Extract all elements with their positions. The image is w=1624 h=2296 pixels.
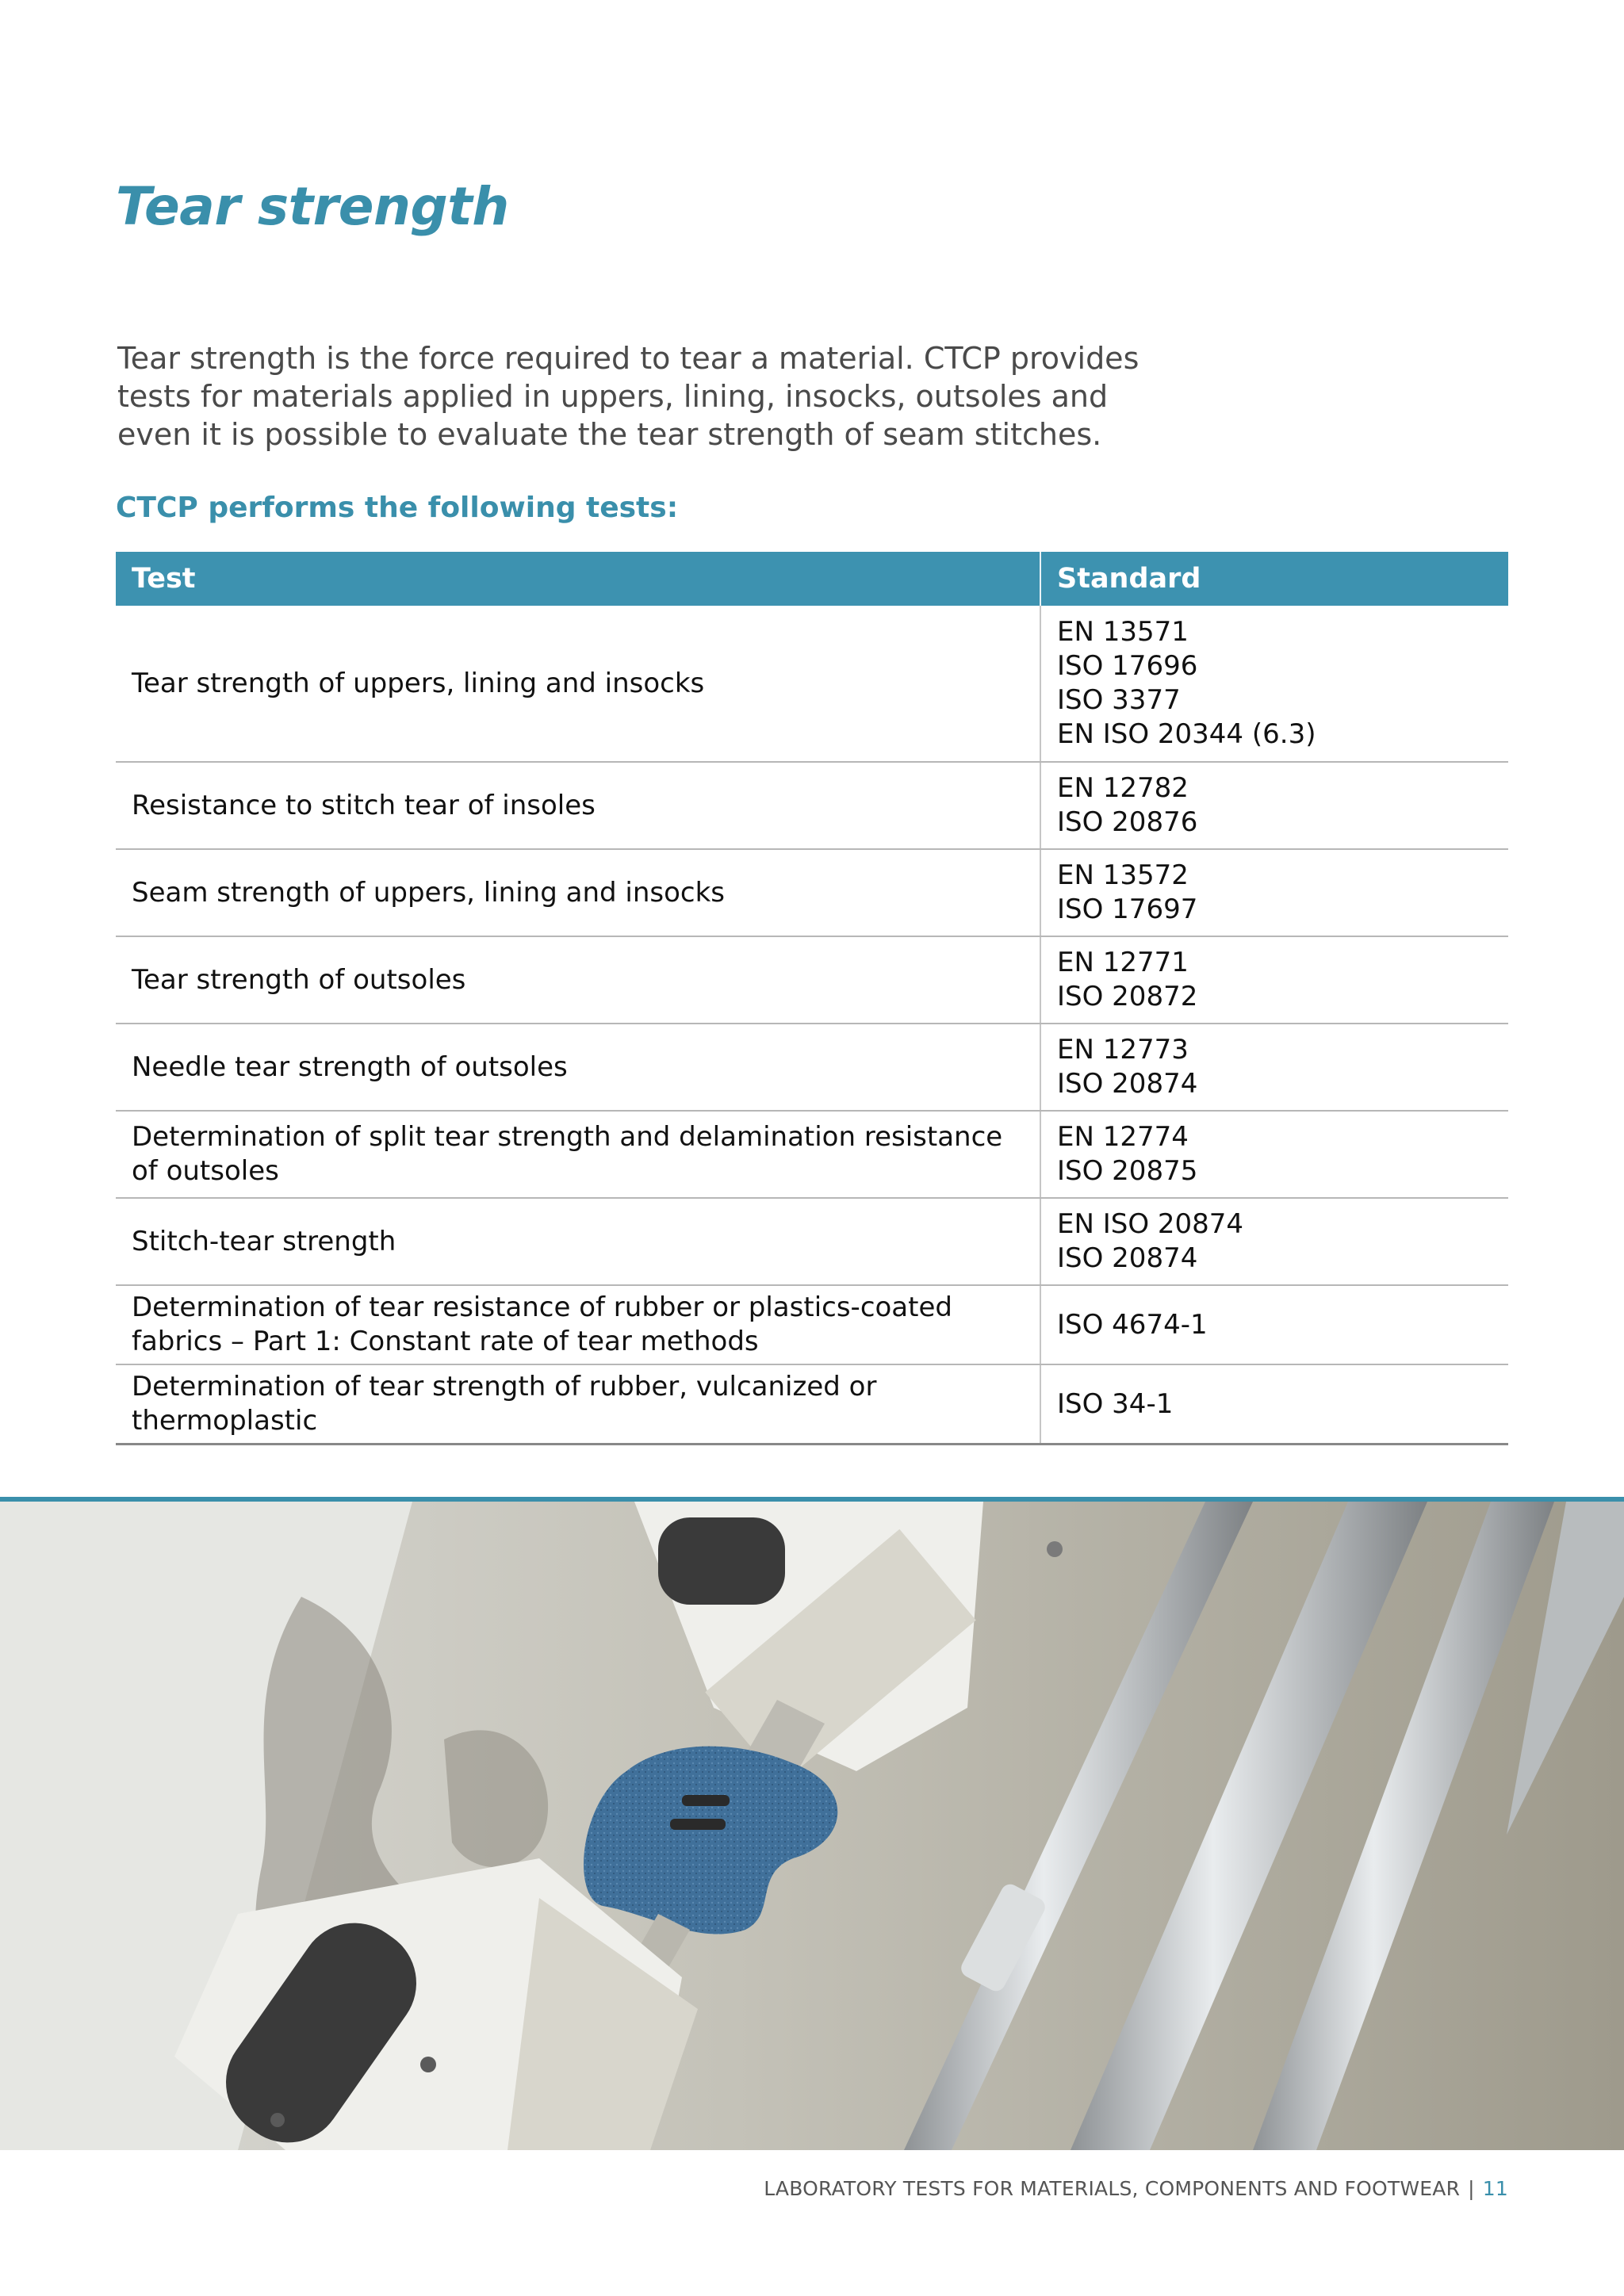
table-row [116,1111,1508,1198]
standard-code: ISO 3377 [1057,684,1181,716]
standard-cell [1040,1111,1508,1198]
standard-code: ISO 20874 [1057,1242,1198,1274]
standard-cell [1040,936,1508,1024]
standard-code: EN ISO 20344 (6.3) [1057,718,1316,750]
standard-code: ISO 20872 [1057,981,1198,1012]
table-row [116,1024,1508,1111]
standard-cell [1040,762,1508,849]
tests-subheading: CTCP performs the following tests: [116,492,679,524]
standard-code: ISO 20876 [1057,806,1198,838]
standard-cell [1040,849,1508,936]
standard-cell [1040,1198,1508,1285]
standard-code: EN 12773 [1057,1034,1189,1066]
table-row [116,936,1508,1024]
column-header-test: Test [116,552,1040,606]
column-header-standard: Standard [1040,552,1508,606]
standard-cell [1040,1285,1508,1364]
table-row [116,1198,1508,1285]
standard-code: ISO 20874 [1057,1068,1198,1100]
tear-test-machine-image [0,1502,1624,2150]
standard-code: EN 12774 [1057,1121,1189,1153]
test-name-cell: Stitch-tear strength [116,1198,1040,1285]
standard-code: EN 13571 [1057,616,1189,648]
page-number: 11 [1482,2177,1508,2200]
standard-code: ISO 17696 [1057,650,1198,682]
standard-code: ISO 17697 [1057,894,1198,925]
standard-code: ISO 20875 [1057,1155,1198,1187]
standard-code: ISO 34-1 [1057,1387,1174,1420]
tests-table [116,552,1508,1445]
standard-cell [1040,1364,1508,1445]
standard-cell [1040,606,1508,762]
standard-code: EN 12782 [1057,772,1189,804]
standard-cell [1040,1024,1508,1111]
intro-paragraph: Tear strength is the force required to tear a material. CTCP provides tests for materials applied in uppers, lining, insocks, outsoles and even it is possible to evaluate the tear strength of seam stitches. [117,341,1139,452]
table-row [116,1285,1508,1364]
test-name-cell: Determination of tear strength of rubber, vulcanized or thermoplastic [116,1364,1040,1445]
test-name-cell: Needle tear strength of outsoles [116,1024,1040,1111]
standard-code: EN 12771 [1057,947,1189,978]
standard-code: ISO 4674-1 [1057,1308,1208,1341]
page-title: Tear strength [116,176,509,237]
footer-separator: | [1468,2177,1475,2200]
test-name-cell: Determination of split tear strength and delamination resistance of outsoles [116,1111,1040,1198]
table-row [116,606,1508,762]
test-name-cell: Seam strength of uppers, lining and insocks [116,849,1040,936]
standard-code: EN 13572 [1057,859,1189,891]
test-name-cell: Resistance to stitch tear of insoles [116,762,1040,849]
test-name-cell: Tear strength of outsoles [116,936,1040,1024]
table-body [116,606,1508,1445]
table-header-row [116,552,1508,606]
footer-title: LABORATORY TESTS FOR MATERIALS, COMPONENTS AND FOOTWEAR [764,2177,1461,2200]
test-name-cell: Tear strength of uppers, lining and insocks [116,606,1040,762]
page-footer [764,2177,1508,2200]
test-name-cell: Determination of tear resistance of rubber or plastics-coated fabrics – Part 1: Constant rate of tear methods [116,1285,1040,1364]
table-row [116,1364,1508,1445]
standard-code: EN ISO 20874 [1057,1208,1244,1240]
table-row [116,762,1508,849]
table-row [116,849,1508,936]
lab-photo [0,1497,1624,2155]
